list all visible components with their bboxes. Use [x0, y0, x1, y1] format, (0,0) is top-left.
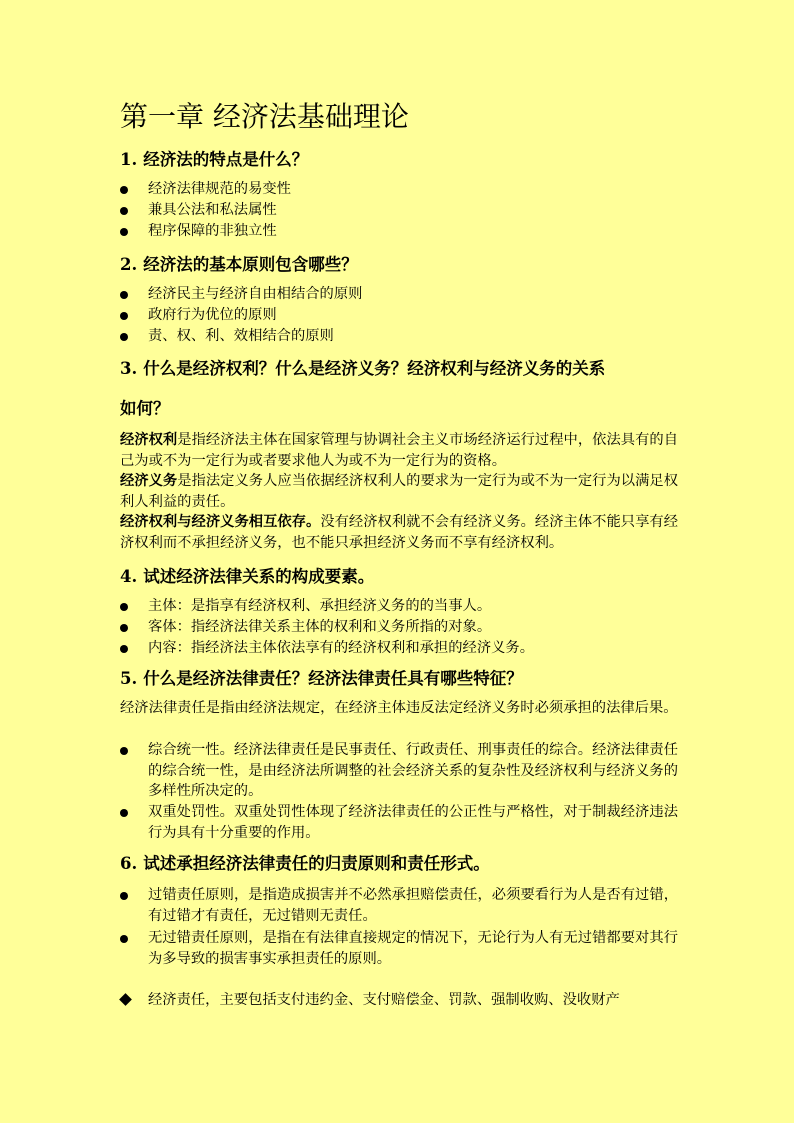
question-title: 经济法的特点是什么？ — [143, 150, 309, 169]
question-title: 经济法的基本原则包含哪些？ — [143, 255, 358, 274]
question-2-heading — [120, 254, 678, 276]
list-item: 兼具公法和私法属性 — [120, 200, 678, 221]
list-item: 政府行为优位的原则 — [120, 305, 678, 326]
list-item: 主体：是指享有经济权利、承担经济义务的的当事人。 — [120, 596, 678, 617]
question-5-heading — [120, 668, 678, 690]
bullet-icon — [120, 645, 128, 653]
question-3-heading-cont: 如何？ — [120, 399, 170, 418]
list-item: 经济法律规范的易变性 — [120, 179, 678, 200]
list-item: 双重处罚性。双重处罚性体现了经济法律责任的公正性与严格性，对于制裁经济违法行为具有十分重要的作用。 — [120, 802, 678, 843]
question-1-heading — [120, 149, 678, 171]
question-number: 3. — [120, 359, 138, 378]
bullet-icon — [120, 228, 128, 236]
question-3-heading — [120, 358, 678, 380]
list-item: 责、权、利、效相结合的原则 — [120, 326, 678, 347]
list-item: 经济责任，主要包括支付违约金、支付赔偿金、罚款、强制收购、没收财产 — [120, 990, 678, 1011]
question-number: 4. — [120, 567, 138, 586]
bullet-icon — [120, 747, 128, 755]
paragraph-economic-obligations: 经济义务是指法定义务人应当依据经济权利人的要求为一定行为或不为一定行为以满足权利人利益的责任。 — [120, 473, 678, 510]
question-number: 6. — [120, 854, 138, 873]
bullet-icon — [120, 603, 128, 611]
question-number: 1. — [120, 150, 138, 169]
paragraph-legal-liability: 经济法律责任是指由经济法规定，在经济主体违反法定经济义务时必须承担的法律后果。 — [120, 700, 678, 716]
question-title: 什么是经济权利？什么是经济义务？经济权利与经济义务的关系 — [143, 359, 606, 378]
question-number: 2. — [120, 255, 138, 274]
term: 经济权利与经济义务相互依存。 — [120, 514, 321, 530]
paragraph-economic-rights: 经济权利是指经济法主体在国家管理与协调社会主义市场经济运行过程中，依法具有的自己为或不为一定行为或者要求他人为或不为一定行为的资格。 — [120, 432, 678, 469]
question-number: 5. — [120, 669, 138, 688]
bullet-icon — [120, 333, 128, 341]
question-title: 试述经济法律关系的构成要素。 — [143, 567, 375, 586]
bullet-icon — [120, 624, 128, 632]
list-item: 经济民主与经济自由相结合的原则 — [120, 284, 678, 305]
bullet-icon — [120, 312, 128, 320]
term: 经济权利 — [120, 432, 178, 448]
list-item: 内容：指经济法主体依法享有的经济权利和承担的经济义务。 — [120, 638, 678, 659]
term: 经济义务 — [120, 473, 178, 489]
question-6-heading — [120, 853, 678, 875]
bullet-icon — [120, 291, 128, 299]
question-4-heading — [120, 566, 678, 588]
list-item: 无过错责任原则，是指在有法律直接规定的情况下，无论行为人有无过错都要对其行为多导致的损害事实承担责任的原则。 — [120, 928, 678, 969]
list-item: 客体：指经济法律关系主体的权利和义务所指的对象。 — [120, 617, 678, 638]
question-title: 试述承担经济法律责任的归责原则和责任形式。 — [143, 854, 490, 873]
bullet-icon — [120, 809, 128, 817]
paragraph-interdependence: 经济权利与经济义务相互依存。没有经济权利就不会有经济义务。经济主体不能只享有经济权利而不承担经济义务，也不能只承担经济义务而不享有经济权利。 — [120, 514, 678, 551]
bullet-icon — [120, 935, 128, 943]
list-item: 过错责任原则，是指造成损害并不必然承担赔偿责任，必须要看行为人是否有过错，有过错才有责任，无过错则无责任。 — [120, 885, 678, 926]
bullet-icon — [120, 186, 128, 194]
bullet-icon — [120, 207, 128, 215]
chapter-title: 第一章 经济法基础理论 — [120, 100, 409, 133]
list-item: 综合统一性。经济法律责任是民事责任、行政责任、刑事责任的综合。经济法律责任的综合统一性，是由经济法所调整的社会经济关系的复杂性及经济权利与经济义务的多样性所决定的。 — [120, 740, 678, 802]
diamond-bullet-icon — [119, 993, 132, 1006]
list-item: 程序保障的非独立性 — [120, 221, 678, 242]
bullet-icon — [120, 892, 128, 900]
question-title: 什么是经济法律责任？经济法律责任具有哪些特征？ — [143, 669, 523, 688]
